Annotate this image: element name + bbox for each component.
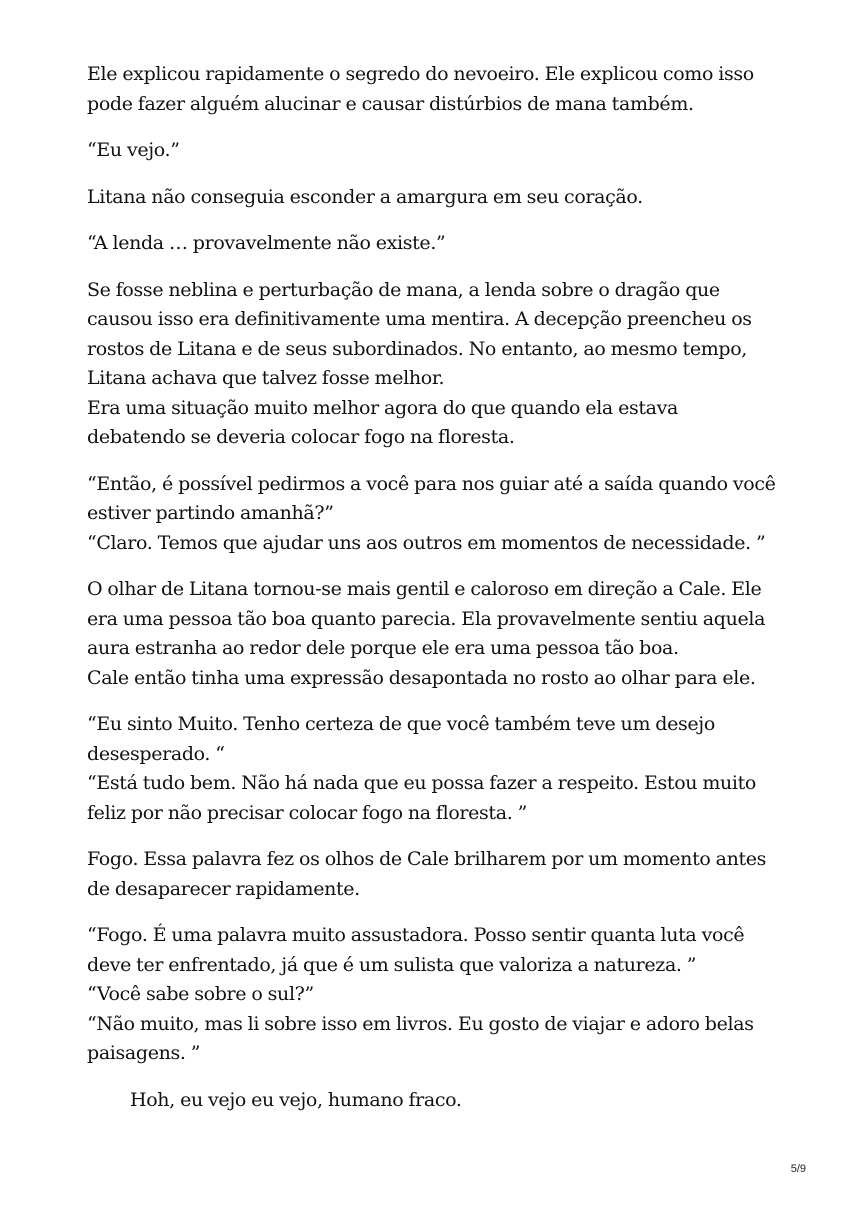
text-line: desesperado. “ [87,742,225,765]
text-line: Se fosse neblina e perturbação de mana, a lenda sobre o dragão que [87,278,720,301]
text-line: pode fazer alguém alucinar e causar distúrbios de mana também. [87,92,694,115]
text-line: de desaparecer rapidamente. [87,877,360,900]
paragraph [87,276,807,453]
text-line: rostos de Litana e de seus subordinados. No entanto, ao mesmo tempo, [87,337,747,360]
paragraph [87,229,807,259]
text-line: causou isso era definitivamente uma mentira. A decepção preencheu os [87,308,752,330]
text-line: Era uma situação muito melhor agora do que quando ela estava [87,396,679,419]
text-line: Litana achava que talvez fosse melhor. [87,367,445,389]
paragraph [87,575,807,693]
paragraph [87,710,807,828]
text-line: Ele explicou rapidamente o segredo do nevoeiro. Ele explicou como isso [87,63,754,85]
text-line: era uma pessoa tão boa quanto parecia. Ela provavelmente sentiu aquela [87,607,766,630]
paragraph [87,845,807,904]
paragraph [87,921,807,1069]
document-page [87,60,807,1132]
paragraph [87,60,807,119]
text-line: “Não muito, mas li sobre isso em livros. Eu gosto de viajar e adoro belas [87,1012,754,1035]
text-line: “Então, é possível pedirmos a você para nos guiar até a saída quando você [87,472,776,495]
text-line: “Claro. Temos que ajudar uns aos outros em momentos de necessidade. ” [87,531,766,554]
text-line: Fogo. Essa palavra fez os olhos de Cale brilharem por um momento antes [87,848,767,870]
text-line: deve ter enfrentado, já que é um sulista que valoriza a natureza. ” [87,953,697,976]
text-line: debatendo se deveria colocar fogo na floresta. [87,426,515,448]
text-line: feliz por não precisar colocar fogo na floresta. ” [87,801,527,824]
text-line: “Fogo. É uma palavra muito assustadora. Posso sentir quanta luta você [87,924,745,946]
indented-paragraph [87,1086,807,1116]
text-line: “Eu sinto Muito. Tenho certeza de que você também teve um desejo [87,713,715,735]
text-line: “Está tudo bem. Não há nada que eu possa fazer a respeito. Estou muito [87,772,757,794]
text-line: “Você sabe sobre o sul?” [87,983,314,1005]
page-number: 5/9 [790,1163,806,1175]
text-line: “A lenda … provavelmente não existe.” [87,232,446,254]
text-line: paisagens. ” [87,1042,201,1064]
text-line: “Eu vejo.” [87,139,180,161]
text-line: O olhar de Litana tornou-se mais gentil e caloroso em direção a Cale. Ele [87,578,762,600]
text-line: aura estranha ao redor dele porque ele era uma pessoa tão boa. [87,637,679,659]
paragraph [87,183,807,213]
text-line: estiver partindo amanhã?” [87,502,334,524]
text-line: Hoh, eu vejo eu vejo, humano fraco. [130,1088,462,1111]
text-line: Cale então tinha uma expressão desapontada no rosto ao olhar para ele. [87,666,756,689]
text-line: Litana não conseguia esconder a amargura em seu coração. [87,185,643,208]
paragraph [87,136,807,166]
paragraph [87,470,807,559]
